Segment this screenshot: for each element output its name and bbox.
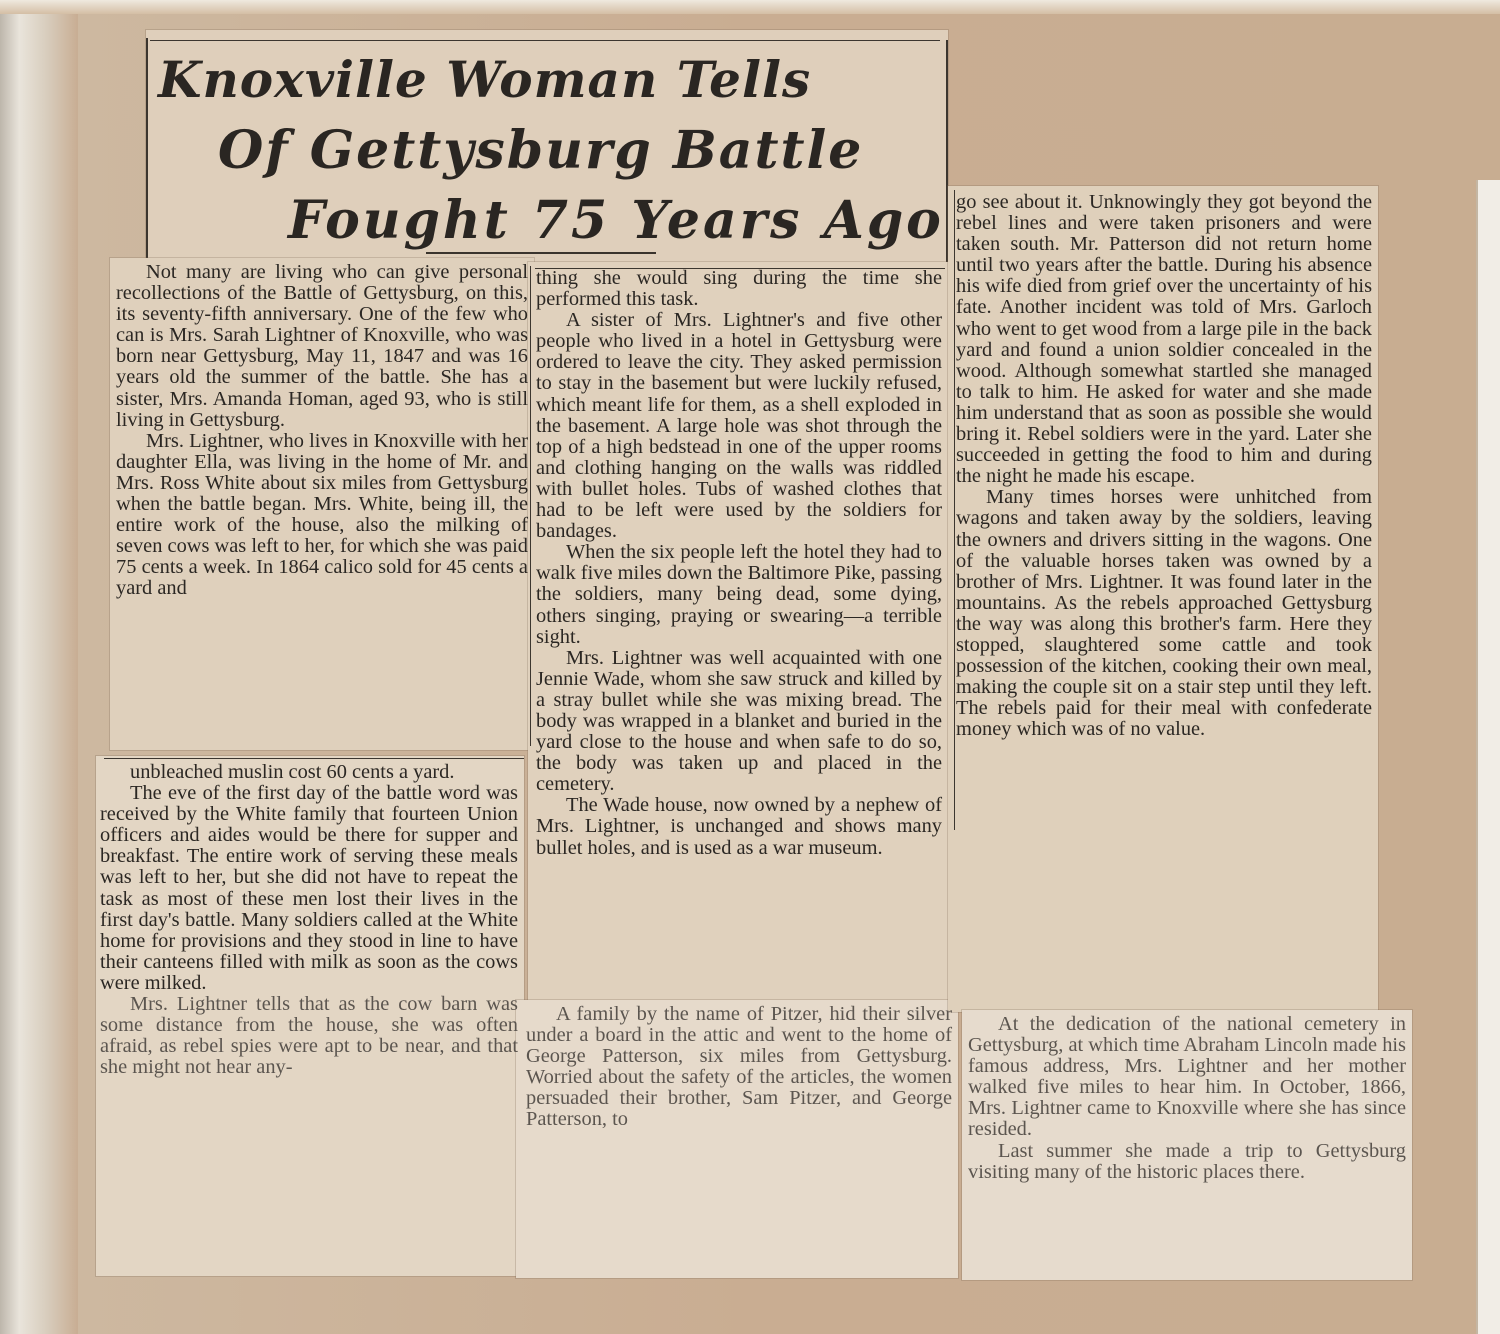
paragraph: Mrs. Lightner was well acquainted with one Jennie Wade, whom she saw struck and killed by a stray bullet while she was mixing bread. The body was wrapped in a blanket and buried in the yard close to the house and when safe to do so, the body was taken up and placed in the cemetery. [536, 646, 942, 796]
mat-right-edge [1476, 180, 1500, 1334]
paragraph: Many times horses were unhitched from wagons and taken away by the soldiers, leaving the owners and drivers sitting in the wagons. One of the valuable horses taken was owned by a brother of Mrs. Lightner. It was found later in the mountains. As the rebels approached Gettysburg the way was along this brother's farm. Here they stopped, slaughtered some cattle and took possession of the kitchen, cooking their own meal, making the couple sit on a stair step until they left. The rebels paid for their meal with confederate money which was of no value. [956, 486, 1372, 741]
article-column-2-bottom [526, 1004, 952, 1131]
article-column-3-top [956, 192, 1372, 740]
paragraph: At the dedication of the national cemetery in Gettysburg, at which time Abraham Lincoln made his famous address, Mrs. Lightner and her mother walked five miles to hear him. In October, 1866, Mrs. Lightner came to Knoxville where she has since resided. [968, 1013, 1406, 1141]
headline [146, 30, 948, 264]
paragraph: go see about it. Unknowingly they got beyond the rebel lines and were taken prisoners and were taken south. Mr. Patterson did not return home until two years after the battle. During his absence his wife died from grief over the uncertainty of his fate. Another incident was told of Mrs. Garloch who went to get wood from a large pile in the back yard and found a union soldier concealed in the wood. Although somewhat startled she managed to talk to him. He asked for water and she made him understand that as soon as possible she would bring it. Rebel soldiers were in the yard. Later she succeeded in getting the food to him and during the night he made his escape. [956, 191, 1372, 488]
headline-line-2: Of Gettysburg Battle [218, 120, 864, 181]
paragraph: The Wade house, now owned by a nephew of Mrs. Lightner, is unchanged and shows many bullet holes, and is used as a war museum. [536, 794, 942, 859]
headline-border-left [146, 38, 148, 264]
paragraph: Last summer she made a trip to Gettysburg visiting many of the historic places there. [968, 1139, 1406, 1183]
headline-clipping [146, 30, 948, 264]
column-divider-2 [954, 190, 955, 830]
article-column-1-bottom [100, 762, 518, 1078]
column-divider-1 [530, 266, 531, 746]
column-1-split-rule [104, 758, 524, 759]
paragraph: When the six people left the hotel they had to walk five miles down the Baltimore Pike, passing the soldiers, many being dead, some dying, others singing, praying or swearing—a terrible sight. [536, 541, 942, 648]
paragraph: A sister of Mrs. Lightner's and five other people who lived in a hotel in Gettysburg were ordered to leave the city. They asked permission to stay in the basement but were luckily refused, which meant life for them, as a shell exploded in the basement. A large hole was shot through the top of a high bedstead in one of the upper rooms and clothing hanging on the walls was riddled with bullet holes. Tubs of washed clothes that had to be left were used by the soldiers for bandages. [536, 309, 942, 543]
article-column-3-bottom [968, 1014, 1406, 1183]
paragraph: unbleached muslin cost 60 cents a yard. [130, 761, 455, 783]
headline-border-top [150, 40, 940, 41]
article-column-1-top [116, 262, 528, 600]
paragraph: Mrs. Lightner, who lives in Knoxville with her daughter Ella, was living in the home of Mr. and Mrs. Ross White about six miles from Gettysburg when the battle began. Mrs. White, being ill, the entire work of the house, also the milking of seven cows was left to her, for which she was paid 75 cents a week. In 1864 calico sold for 45 cents a yard and [116, 429, 528, 600]
paragraph: Not many are living who can give personal recollections of the Battle of Gettysburg, on this, its seventy-fifth anniversary. One of the few who can is Mrs. Sarah Lightner of Knoxville, who was born near Gettysburg, May 11, 1847 and was 16 years old the summer of the battle. She has a sister, Mrs. Amanda Homan, aged 93, who is still living in Gettysburg. [116, 261, 528, 431]
paragraph: A family by the name of Pitzer, hid their silver under a board in the attic and went to the home of George Patterson, six miles from Gettysburg. Worried about the safety of the articles, the women persuaded their brother, Sam Pitzer, and George Patterson, to [526, 1003, 952, 1131]
headline-line-1: Knoxville Woman Tells [158, 50, 812, 109]
headline-line-3: Fought 75 Years Ago [288, 190, 944, 251]
mat-left-edge [0, 0, 78, 1334]
paragraph: thing she would sing during the time she performed this task. [536, 267, 942, 311]
paragraph: Mrs. Lightner tells that as the cow barn was some distance from the house, she was often afraid, as rebel spies were apt to be near, and that she might not hear any- [100, 993, 518, 1079]
article-column-2-top [536, 268, 942, 859]
paragraph: The eve of the first day of the battle word was received by the White family that fourteen Union officers and aides would be there for supper and breakfast. The entire work of serving these meals was left to her, but she did not have to repeat the task as most of these men lost their lives in the first day's battle. Many soldiers called at the White home for provisions and they stood in line to have their canteens filled with milk as soon as the cows were milked. [100, 782, 518, 994]
headline-rule [426, 252, 656, 254]
mat-top-edge [0, 0, 1500, 14]
